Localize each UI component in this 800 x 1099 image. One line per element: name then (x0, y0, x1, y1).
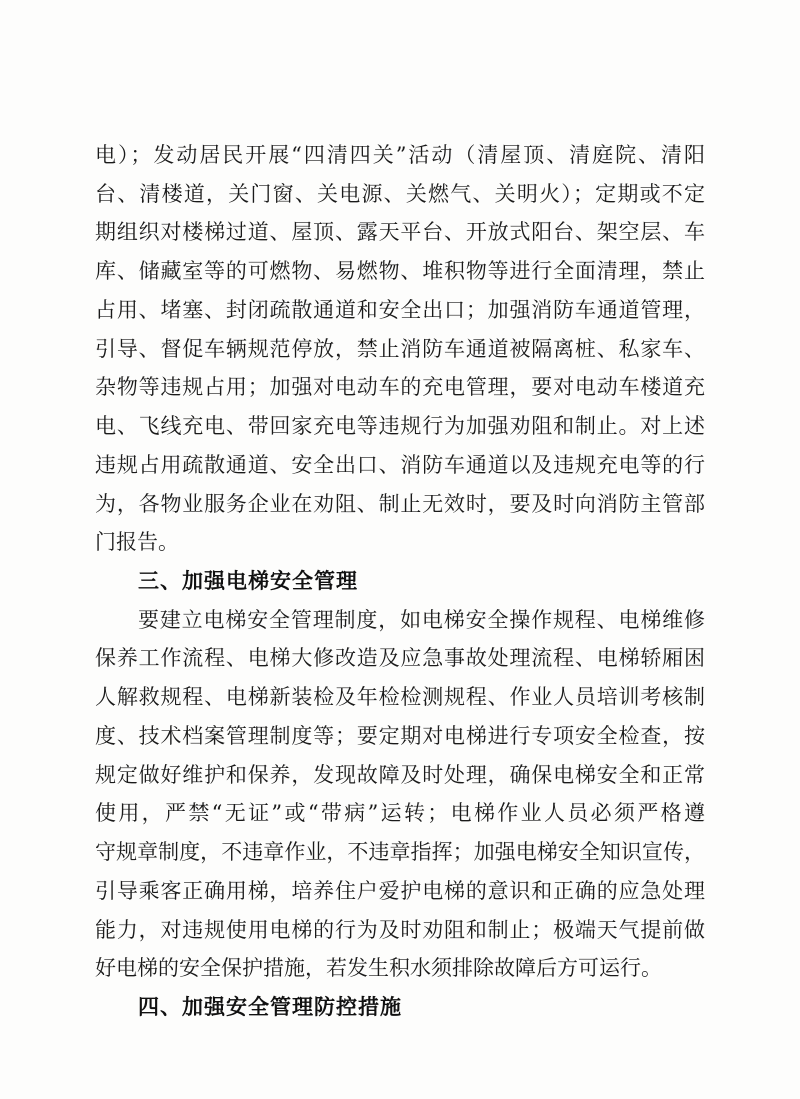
paragraph-line: 守规章制度，不违章作业，不违章指挥；加强电梯安全知识宣传， (95, 840, 705, 864)
section-three-heading: 三、加强电梯安全管理 (138, 569, 358, 593)
paragraph-line: 杂物等违规占用；加强对电动车的充电管理，要对电动车楼道充 (95, 375, 705, 399)
paragraph-line: 期组织对楼梯过道、屋顶、露天平台、开放式阳台、架空层、车 (95, 220, 705, 244)
paragraph-line-indented: 要建立电梯安全管理制度，如电梯安全操作规程、电梯维修 (138, 608, 705, 632)
paragraph-line: 电）；发动居民开展“四清四关”活动（清屋顶、清庭院、清阳 (95, 143, 705, 167)
paragraph-line: 电、飞线充电、带回家充电等违规行为加强劝阻和制止。对上述 (95, 414, 705, 438)
paragraph-line: 使用，严禁“无证”或“带病”运转；电梯作业人员必须严格遵 (95, 801, 705, 825)
paragraph-line: 为，各物业服务企业在劝阻、制止无效时，要及时向消防主管部 (95, 492, 705, 516)
paragraph-line: 占用、堵塞、封闭疏散通道和安全出口；加强消防车通道管理， (95, 298, 705, 322)
paragraph-line-last: 好电梯的安全保护措施，若发生积水须排除故障后方可运行。 (95, 956, 662, 980)
paragraph-line: 违规占用疏散通道、安全出口、消防车通道以及违规充电等的行 (95, 453, 705, 477)
section-four-heading: 四、加强安全管理防控措施 (138, 995, 402, 1019)
paragraph-line: 保养工作流程、电梯大修改造及应急事故处理流程、电梯轿厢困 (95, 646, 705, 670)
paragraph-line: 度、技术档案管理制度等；要定期对电梯进行专项安全检查，按 (95, 724, 705, 748)
paragraph-line: 台、清楼道，关门窗、关电源、关燃气、关明火）；定期或不定 (95, 182, 705, 206)
paragraph-line: 引导、督促车辆规范停放，禁止消防车通道被隔离桩、私家车、 (95, 337, 705, 361)
paragraph-line: 能力，对违规使用电梯的行为及时劝阻和制止；极端天气提前做 (95, 918, 705, 942)
paragraph-line-last: 门报告。 (95, 530, 179, 554)
paragraph-line: 库、储藏室等的可燃物、易燃物、堆积物等进行全面清理，禁止 (95, 259, 705, 283)
paragraph-line: 人解救规程、电梯新装检及年检检测规程、作业人员培训考核制 (95, 685, 705, 709)
paragraph-line: 引导乘客正确用梯，培养住户爱护电梯的意识和正确的应急处理 (95, 879, 705, 903)
paragraph-line: 规定做好维护和保养，发现故障及时处理，确保电梯安全和正常 (95, 763, 705, 787)
